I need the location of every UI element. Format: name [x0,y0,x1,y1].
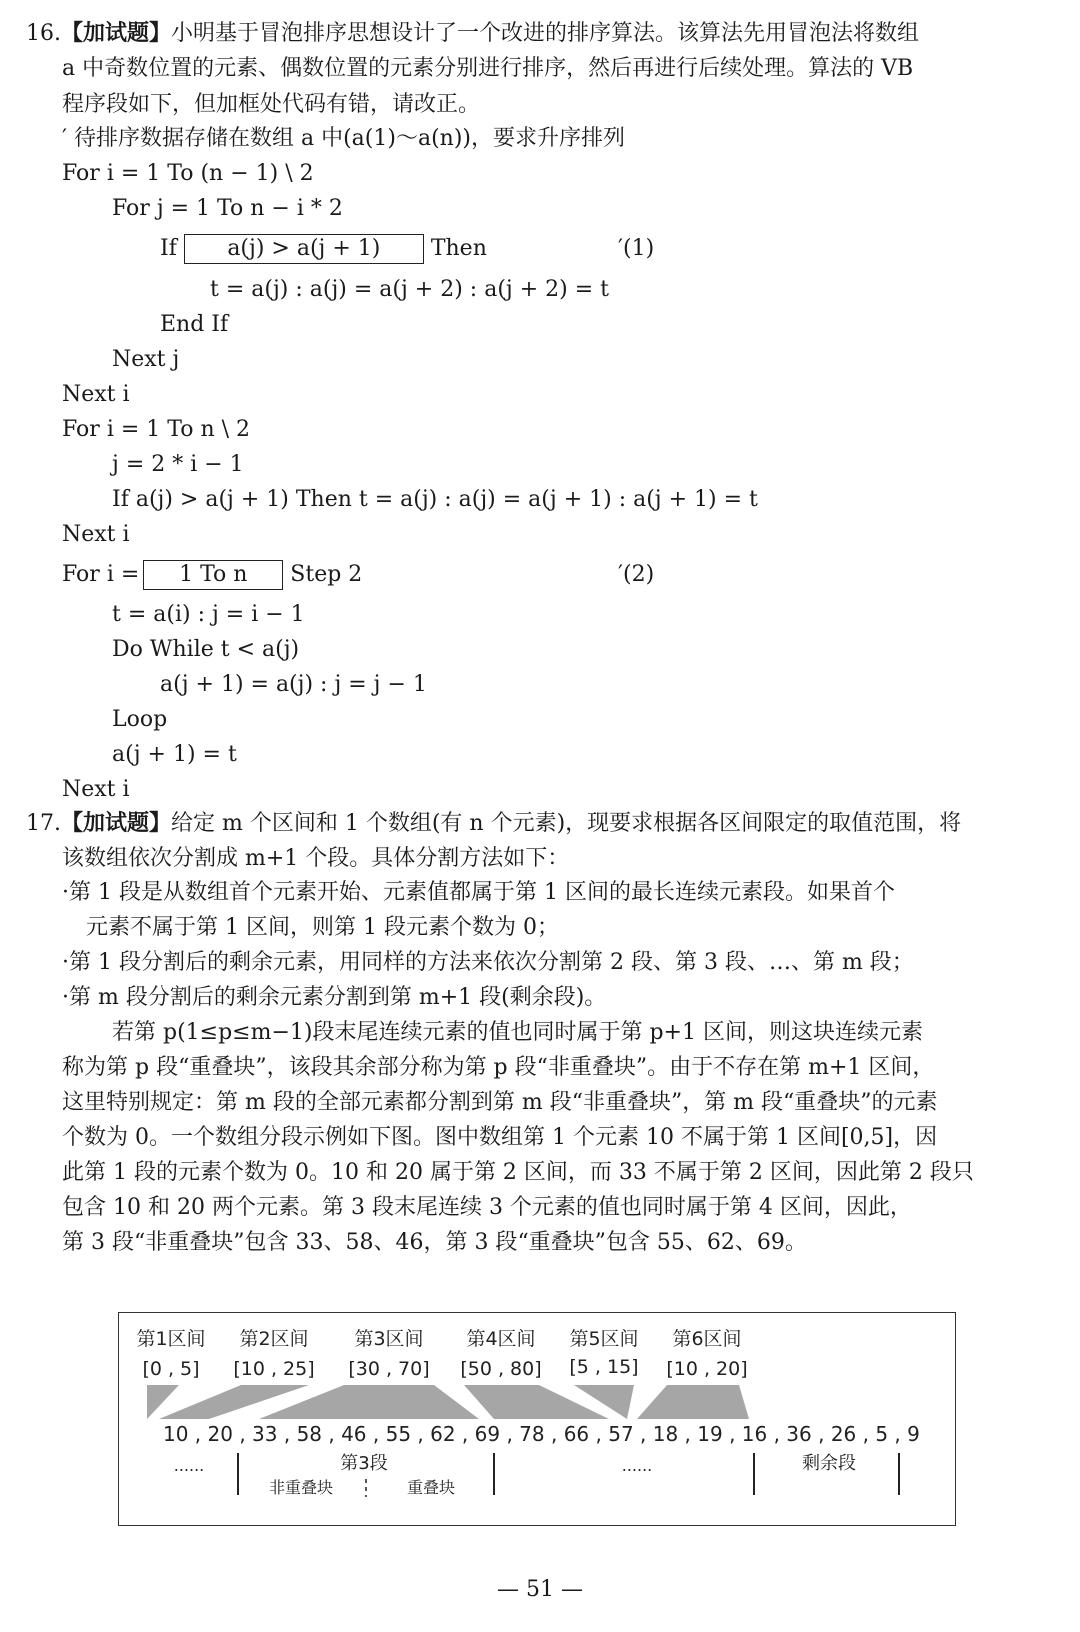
code-line-for-i-1: For i = 1 To (n − 1) \ 2 [62,161,314,186]
interval-2-range: [10 , 25] [233,1358,315,1380]
q17-p2-2: 称为第 p 段“重叠块”，该段其余部分称为第 p 段“非重叠块”。由于不存在第 m+1 区间， [62,1055,935,1080]
interval-1-name: 第1区间 [136,1328,206,1350]
dots-left: ...... [173,1456,205,1475]
interval-1-range: [0 , 5] [142,1358,200,1380]
q16-intro-3: 程序段如下，但加框处代码有错，请改正。 [62,92,481,117]
q17-p2-3: 这里特别规定：第 m 段的全部元素都分割到第 m 段“非重叠块”，第 m 段“重叠块”的元素 [62,1090,938,1115]
q17-p1-1: 给定 m 个区间和 1 个数组(有 n 个元素)，现要求根据各区间限定的取值范围，将 [171,811,962,836]
code-line-for-boxed [62,558,362,592]
interval-6-range: [10 , 20] [666,1358,748,1380]
q16-tag: 【加试题】 [61,20,172,46]
code-comment-line: ′ 待排序数据存储在数组 a 中(a(1)～a(n))，要求升序排列 [62,126,625,151]
code-for-keyword: For i = [62,562,140,587]
interval-5-name: 第5区间 [569,1328,639,1350]
q16-intro-2: a 中奇数位置的元素、偶数位置的元素分别进行排序，然后再进行后续处理。算法的 VB [62,56,914,81]
q17-p2-4: 个数为 0。一个数组分段示例如下图。图中数组第 1 个元素 10 不属于第 1 区间[0,5]，因 [62,1125,938,1150]
code-then-keyword: Then [430,236,487,261]
interval-6-mapping [637,1385,749,1419]
interval-5-range: [5 , 15] [569,1356,639,1378]
interval-3-name: 第3区间 [354,1328,424,1350]
code-step-keyword: Step 2 [290,562,363,587]
code-line-end-if: End If [160,312,229,337]
code-comment-1: ′(1) [618,236,655,261]
code-line-t-assign: t = a(i) : j = i − 1 [112,602,305,627]
error-box-2: 1 To n [143,560,283,590]
code-line-next-i-1: Next i [62,382,130,407]
code-line-for-i-2: For i = 1 To n \ 2 [62,417,251,442]
q17-p2-6: 包含 10 和 20 两个元素。第 3 段末尾连续 3 个元素的值也同时属于第 4 区间，因此， [62,1195,912,1220]
code-line-if-swap: If a(j) > a(j + 1) Then t = a(j) : a(j) = a(j + 1) : a(j + 1) = t [112,487,758,512]
q17-line-1 [26,806,961,841]
code-line-j-assign: j = 2 * i − 1 [112,452,244,477]
non-overlap-label: 非重叠块 [268,1478,334,1497]
interval-4-name: 第4区间 [466,1328,536,1350]
array-values: 10 , 20 , 33 , 58 , 46 , 55 , 62 , 69 , 78 , 66 , 57 , 18 , 19 , 16 , 36 , 26 , 5 , 9 [163,1422,920,1446]
q17-bullet-1-2: 元素不属于第 1 区间，则第 1 段元素个数为 0； [86,915,559,940]
interval-6-name: 第6区间 [672,1328,742,1350]
q17-p2-5: 此第 1 段的元素个数为 0。10 和 20 属于第 2 区间，而 33 不属于第 2 区间，因此第 2 段只 [62,1160,974,1185]
q17-bullet-2: ·第 1 段分割后的剩余元素，用同样的方法来依次分割第 2 段、第 3 段、…、第 m 段； [62,950,914,975]
code-line-for-j: For j = 1 To n − i * 2 [112,196,343,221]
segment-3-label: 第3段 [340,1453,388,1474]
interval-4-range: [50 , 80] [460,1358,542,1380]
interval-2-name: 第2区间 [239,1328,309,1350]
q17-bullet-1-1: ·第 1 段是从数组首个元素开始、元素值都属于第 1 区间的最长连续元素段。如果首个 [62,880,895,905]
code-line-insert: a(j + 1) = t [112,742,237,767]
code-line-loop: Loop [112,707,168,732]
q16-intro-1: 小明基于冒泡排序思想设计了一个改进的排序算法。该算法先用冒泡法将数组 [171,21,920,46]
code-line-if-boxed [160,232,487,266]
q17-p2-1: 若第 p(1≤p≤m−1)段末尾连续元素的值也同时属于第 p+1 区间，则这块连续元素 [112,1020,923,1045]
q17-tag: 【加试题】 [61,810,172,836]
segmentation-figure [118,1312,956,1526]
code-comment-2: ′(2) [618,562,655,587]
q17-number: 17. [26,811,61,836]
code-line-swap-1: t = a(j) : a(j) = a(j + 2) : a(j + 2) = t [210,277,609,302]
code-line-next-j: Next j [112,347,180,372]
segmentation-diagram [119,1313,957,1527]
remaining-label: 剩余段 [802,1453,856,1474]
code-line-next-i-2: Next i [62,522,130,547]
q16-line-1 [26,16,919,51]
q17-p2-7: 第 3 段“非重叠块”包含 33、58、46，第 3 段“重叠块”包含 55、62、69。 [62,1230,807,1255]
error-box-1: a(j) > a(j + 1) [184,234,424,264]
code-line-shift: a(j + 1) = a(j) : j = j − 1 [160,672,427,697]
code-line-next-i-3: Next i [62,777,130,802]
dots-middle: ...... [621,1456,653,1475]
interval-3-range: [30 , 70] [348,1358,430,1380]
page-number: — 51 — [497,1577,583,1602]
code-line-do-while: Do While t < a(j) [112,637,300,662]
q17-p1-2: 该数组依次分割成 m+1 个段。具体分割方法如下： [62,846,570,871]
code-if-keyword: If [160,236,177,261]
q17-bullet-3: ·第 m 段分割后的剩余元素分割到第 m+1 段(剩余段)。 [62,985,607,1010]
q16-number: 16. [26,21,61,46]
overlap-label: 重叠块 [406,1478,456,1497]
